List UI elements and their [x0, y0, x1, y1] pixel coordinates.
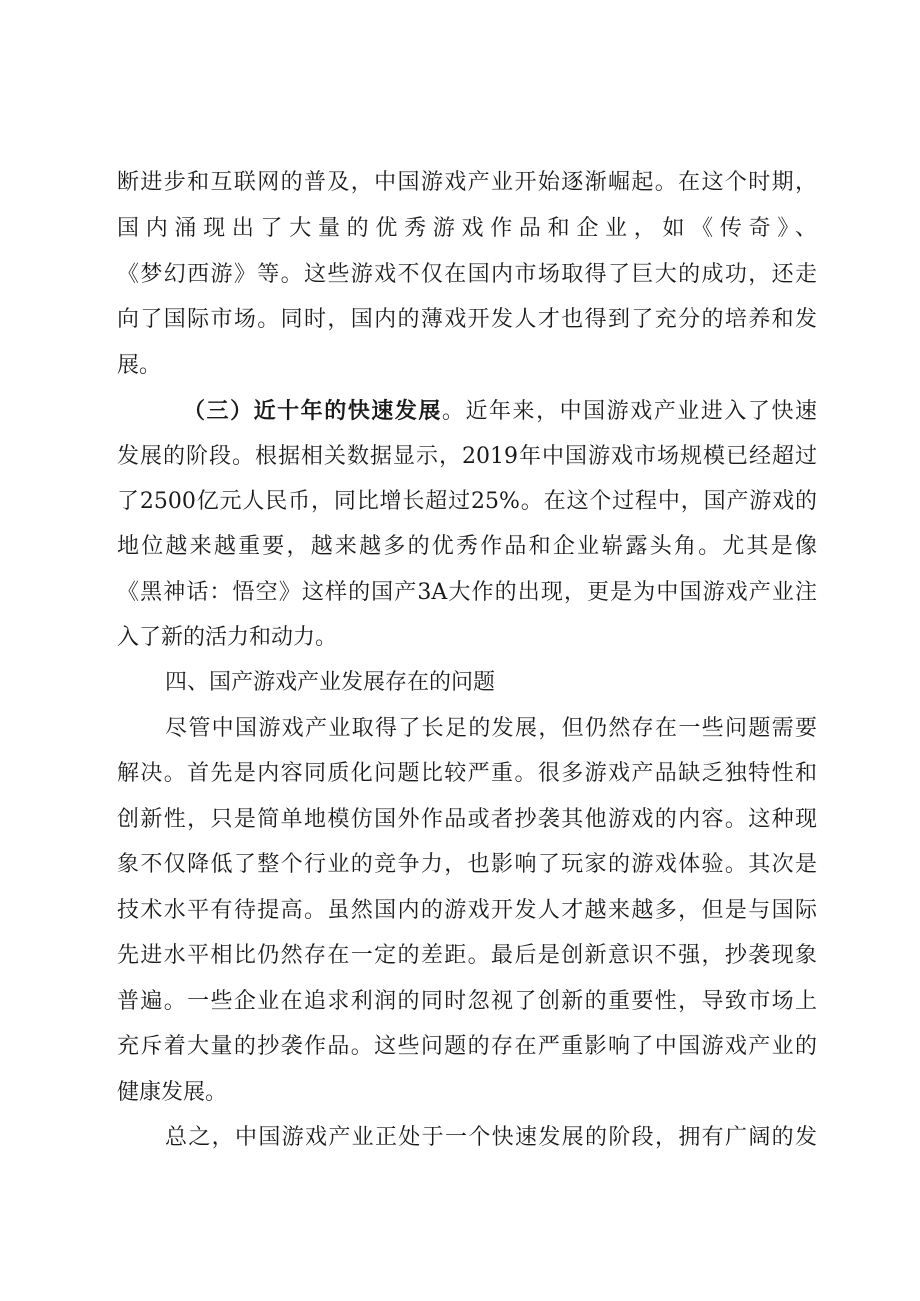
- section-heading: 四、国产游戏产业发展存在的问题: [165, 670, 496, 695]
- paragraph-text: 。近年来，中国游戏产业进入了快速: [441, 399, 817, 424]
- paragraph-line: 创新性，只是简单地模仿国外作品或者抄袭其他游戏的内容。这种现: [117, 807, 817, 832]
- paragraph-line: 了2500亿元人民币，同比增长超过25%。在这个过程中，国产游戏的: [117, 489, 817, 514]
- paragraph-line: 国内涌现出了大量的优秀游戏作品和企业，如《传奇》、: [117, 216, 817, 241]
- paragraph-line: 普遍。一些企业在追求利润的同时忽视了创新的重要性，导致市场上: [117, 989, 817, 1014]
- paragraph-line: 入了新的活力和动力。: [117, 625, 338, 650]
- paragraph-line: [183, 391, 817, 431]
- paragraph-line: 尽管中国游戏产业取得了长足的发展，但仍然存在一些问题需要: [165, 716, 817, 741]
- paragraph-line: 先进水平相比仍然存在一定的差距。最后是创新意识不强，抄袭现象: [117, 943, 817, 968]
- section-subtitle: （三）近十年的快速发展: [183, 398, 442, 424]
- paragraph-line: 向了国际市场。同时，国内的薄戏开发人才也得到了充分的培养和发: [117, 307, 817, 332]
- paragraph-line: 《梦幻西游》等。这些游戏不仅在国内市场取得了巨大的成功，还走: [117, 262, 817, 287]
- paragraph-line: 展。: [117, 353, 162, 378]
- paragraph-line: 象不仅降低了整个行业的竞争力，也影响了玩家的游戏体验。其次是: [117, 852, 817, 877]
- paragraph-line: 解决。首先是内容同质化问题比较严重。很多游戏产品缺乏独特性和: [117, 761, 817, 786]
- paragraph-line: 技术水平有待提高。虽然国内的游戏开发人才越来越多，但是与国际: [117, 898, 817, 923]
- paragraph-line: 总之，中国游戏产业正处于一个快速发展的阶段，拥有广阔的发: [165, 1125, 817, 1150]
- paragraph-line: 断进步和互联网的普及，中国游戏产业开始逐渐崛起。在这个时期，: [117, 170, 817, 195]
- paragraph-line: 充斥着大量的抄袭作品。这些问题的存在严重影响了中国游戏产业的: [117, 1034, 817, 1059]
- paragraph-line: 发展的阶段。根据相关数据显示，2019年中国游戏市场规模已经超过: [117, 444, 817, 469]
- paragraph-line: 地位越来越重要，越来越多的优秀作品和企业崭露头角。尤其是像: [117, 534, 817, 559]
- paragraph-line: 健康发展。: [117, 1080, 228, 1105]
- paragraph-line: 《黑神话：悟空》这样的国产3A大作的出现，更是为中国游戏产业注: [117, 580, 817, 605]
